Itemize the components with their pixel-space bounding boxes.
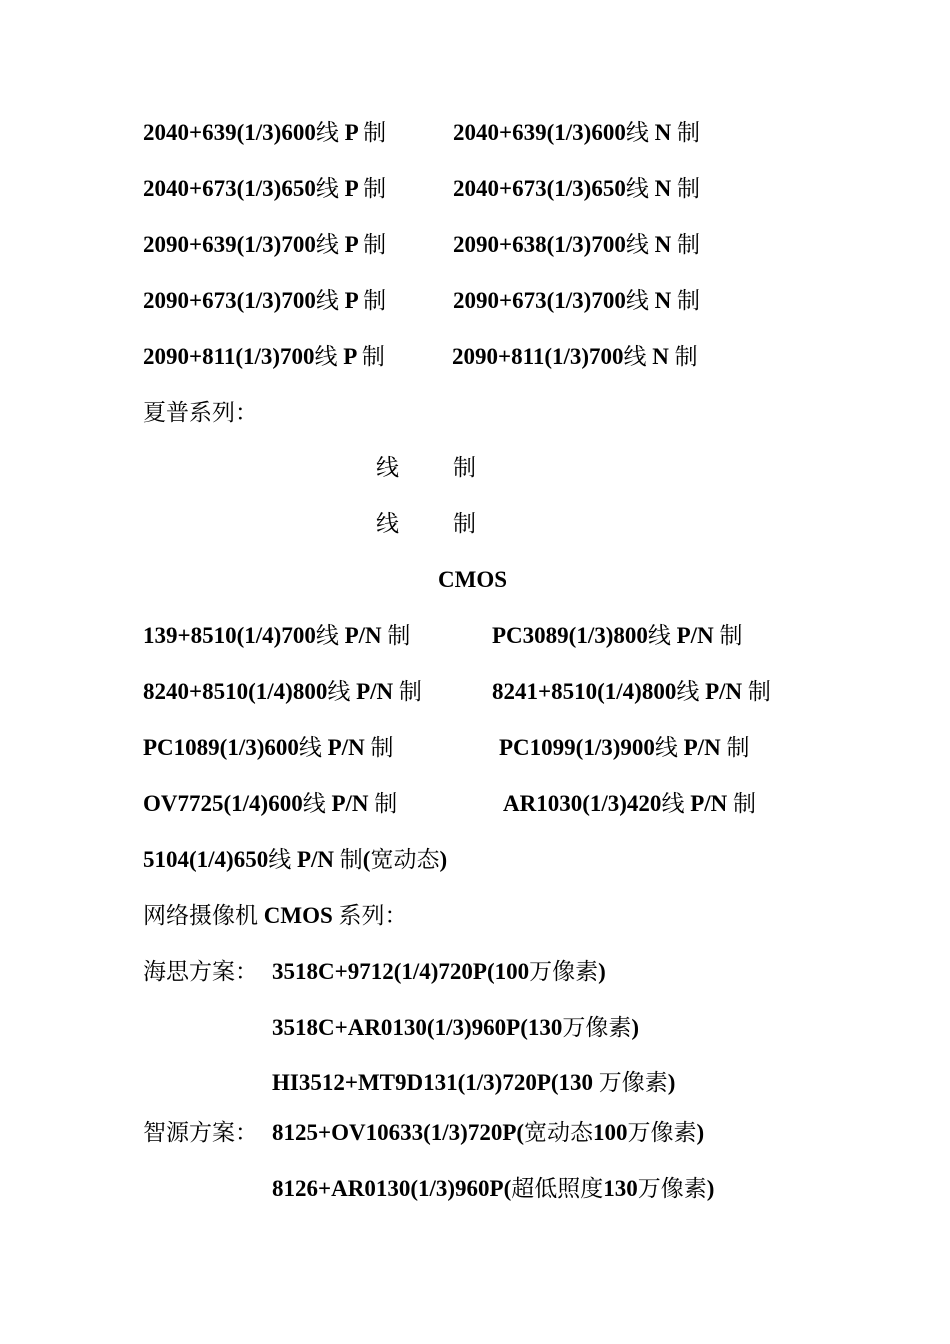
zhiyuan-label: 智源方案： xyxy=(143,1120,258,1145)
cmos-right-3: PC1099(1/3)900线 P/N 制 xyxy=(499,735,750,760)
sharp-row-2-ctrl: 制 xyxy=(453,511,476,536)
cmos-right-4: AR1030(1/3)420线 P/N 制 xyxy=(503,791,756,816)
network-heading: 网络摄像机 CMOS 系列： xyxy=(143,903,408,928)
ccd-right-1: 2040+639(1/3)600线 N 制 xyxy=(453,120,700,145)
ccd-left-4: 2090+673(1/3)700线 P 制 xyxy=(143,288,387,313)
ccd-right-4: 2090+673(1/3)700线 N 制 xyxy=(453,288,700,313)
cmos-single: 5104(1/4)650线 P/N 制(宽动态) xyxy=(143,847,448,872)
ccd-left-2: 2040+673(1/3)650线 P 制 xyxy=(143,176,387,201)
hisi-item-1: 3518C+9712(1/4)720P(100万像素) xyxy=(272,959,606,984)
ccd-left-3: 2090+639(1/3)700线 P 制 xyxy=(143,232,387,257)
cmos-right-1: PC3089(1/3)800线 P/N 制 xyxy=(492,623,743,648)
sharp-row-1-unit: 线 xyxy=(376,455,399,480)
sharp-row-1-ctrl: 制 xyxy=(453,455,476,480)
cmos-left-2: 8240+8510(1/4)800线 P/N 制 xyxy=(143,679,422,704)
ccd-left-1: 2040+639(1/3)600线 P 制 xyxy=(143,120,387,145)
sharp-heading: 夏普系列： xyxy=(143,400,258,425)
hisi-item-2: 3518C+AR0130(1/3)960P(130万像素) xyxy=(272,1015,640,1040)
cmos-left-1: 139+8510(1/4)700线 P/N 制 xyxy=(143,623,411,648)
cmos-right-2: 8241+8510(1/4)800线 P/N 制 xyxy=(492,679,771,704)
ccd-left-5: 2090+811(1/3)700线 P 制 xyxy=(143,344,385,369)
sharp-row-2-unit: 线 xyxy=(376,511,399,536)
hisi-item-3: HI3512+MT9D131(1/3)720P(130 万像素) xyxy=(272,1070,676,1095)
hisi-label: 海思方案： xyxy=(143,959,258,984)
zhiyuan-item-1: 8125+OV10633(1/3)720P(宽动态100万像素) xyxy=(272,1120,705,1145)
zhiyuan-item-2: 8126+AR0130(1/3)960P(超低照度130万像素) xyxy=(272,1176,715,1201)
cmos-heading: CMOS xyxy=(438,567,507,592)
ccd-right-2: 2040+673(1/3)650线 N 制 xyxy=(453,176,700,201)
ccd-right-3: 2090+638(1/3)700线 N 制 xyxy=(453,232,700,257)
ccd-right-5: 2090+811(1/3)700线 N 制 xyxy=(452,344,698,369)
cmos-left-4: OV7725(1/4)600线 P/N 制 xyxy=(143,791,398,816)
cmos-left-3: PC1089(1/3)600线 P/N 制 xyxy=(143,735,394,760)
